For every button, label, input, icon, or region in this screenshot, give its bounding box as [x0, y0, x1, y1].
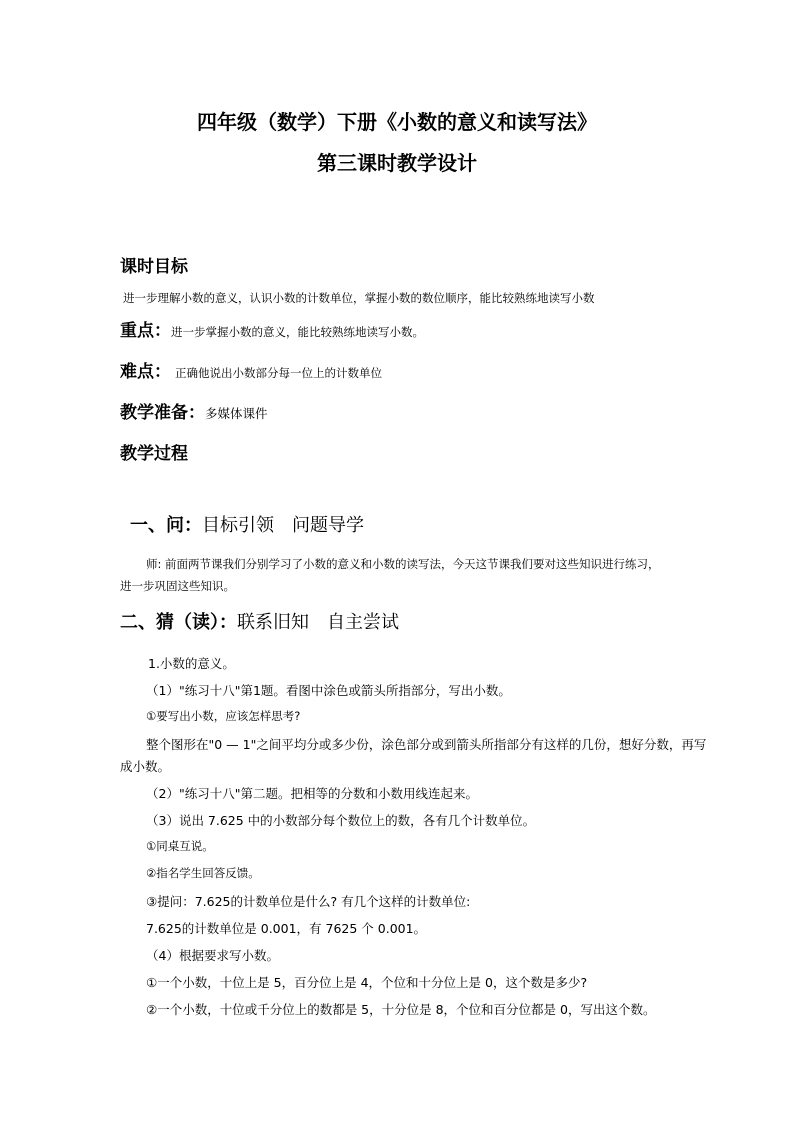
list-item: ②指名学生回答反馈。: [146, 866, 260, 880]
list-item: ②一个小数，十位或千分位上的数都是 5，十分位是 8，个位和百分位都是 0，写出这个数。: [146, 1002, 656, 1017]
list-item: 整个图形在"0 — 1"之间平均分或多少份，涂色部分或到箭头所指部分有这样的几份，想好分数，再写: [146, 737, 707, 752]
difficulty-line: [120, 357, 382, 382]
section-1-label: 一、问：: [130, 515, 202, 536]
section-2-title: 联系旧知 自主尝试: [237, 612, 399, 633]
list-item: （3）说出 7.625 中的小数部分每个数位上的数，各有几个计数单位。: [146, 813, 536, 828]
key-point-text: 进一步掌握小数的意义，能比较熟练地读写小数。: [171, 325, 424, 339]
section-1-paragraph-line-1: 师: 前面两节课我们分别学习了小数的意义和小数的读写法，今天这节课我们要对这些知识进行练习，: [146, 557, 660, 571]
goals-text: 进一步理解小数的意义，认识小数的计数单位，掌握小数的数位顺序，能比较熟练地读写小数: [123, 291, 595, 305]
list-item: （1）"练习十八"第1题。看图中涂色或箭头所指部分，写出小数。: [146, 683, 511, 698]
list-item: ①一个小数，十位上是 5，百分位上是 4，个位和十分位上是 0，这个数是多少?: [146, 975, 588, 990]
section-1-paragraph-line-2: 进一步巩固这些知识。: [120, 579, 235, 593]
section-1-title: 目标引领 问题导学: [202, 515, 364, 536]
list-item: ③提问：7.625的计数单位是什么? 有几个这样的计数单位:: [146, 894, 471, 909]
section-2-label: 二、猜（读）：: [120, 612, 237, 633]
list-item: 7.625的计数单位是 0.001，有 7625 个 0.001。: [146, 921, 427, 936]
section-1-heading: [130, 511, 364, 537]
difficulty-text: 正确他说出小数部分每一位上的计数单位: [175, 366, 382, 380]
difficulty-label: 难点：: [120, 362, 171, 382]
document-title-line-2: 第三课时教学设计: [317, 151, 477, 175]
document-title-line-1: 四年级（数学）下册《小数的意义和读写法》: [197, 110, 597, 134]
list-item: （4）根据要求写小数。: [146, 948, 279, 963]
list-item: ①同桌互说。: [146, 839, 214, 853]
list-item: ①要写出小数，应该怎样思考?: [146, 709, 301, 723]
goals-heading: 课时目标: [120, 257, 188, 277]
list-item: （2）"练习十八"第二题。把相等的分数和小数用线连起来。: [146, 786, 478, 801]
prep-line: [120, 398, 268, 423]
prep-text: 多媒体课件: [205, 406, 268, 421]
key-point-line: [120, 316, 424, 341]
list-item: 成小数。: [120, 759, 171, 774]
prep-label: 教学准备：: [120, 403, 205, 423]
process-heading: 教学过程: [120, 444, 188, 464]
section-2-heading: [120, 608, 399, 634]
list-item: 1.小数的意义。: [148, 656, 235, 671]
key-point-label: 重点：: [120, 321, 171, 341]
